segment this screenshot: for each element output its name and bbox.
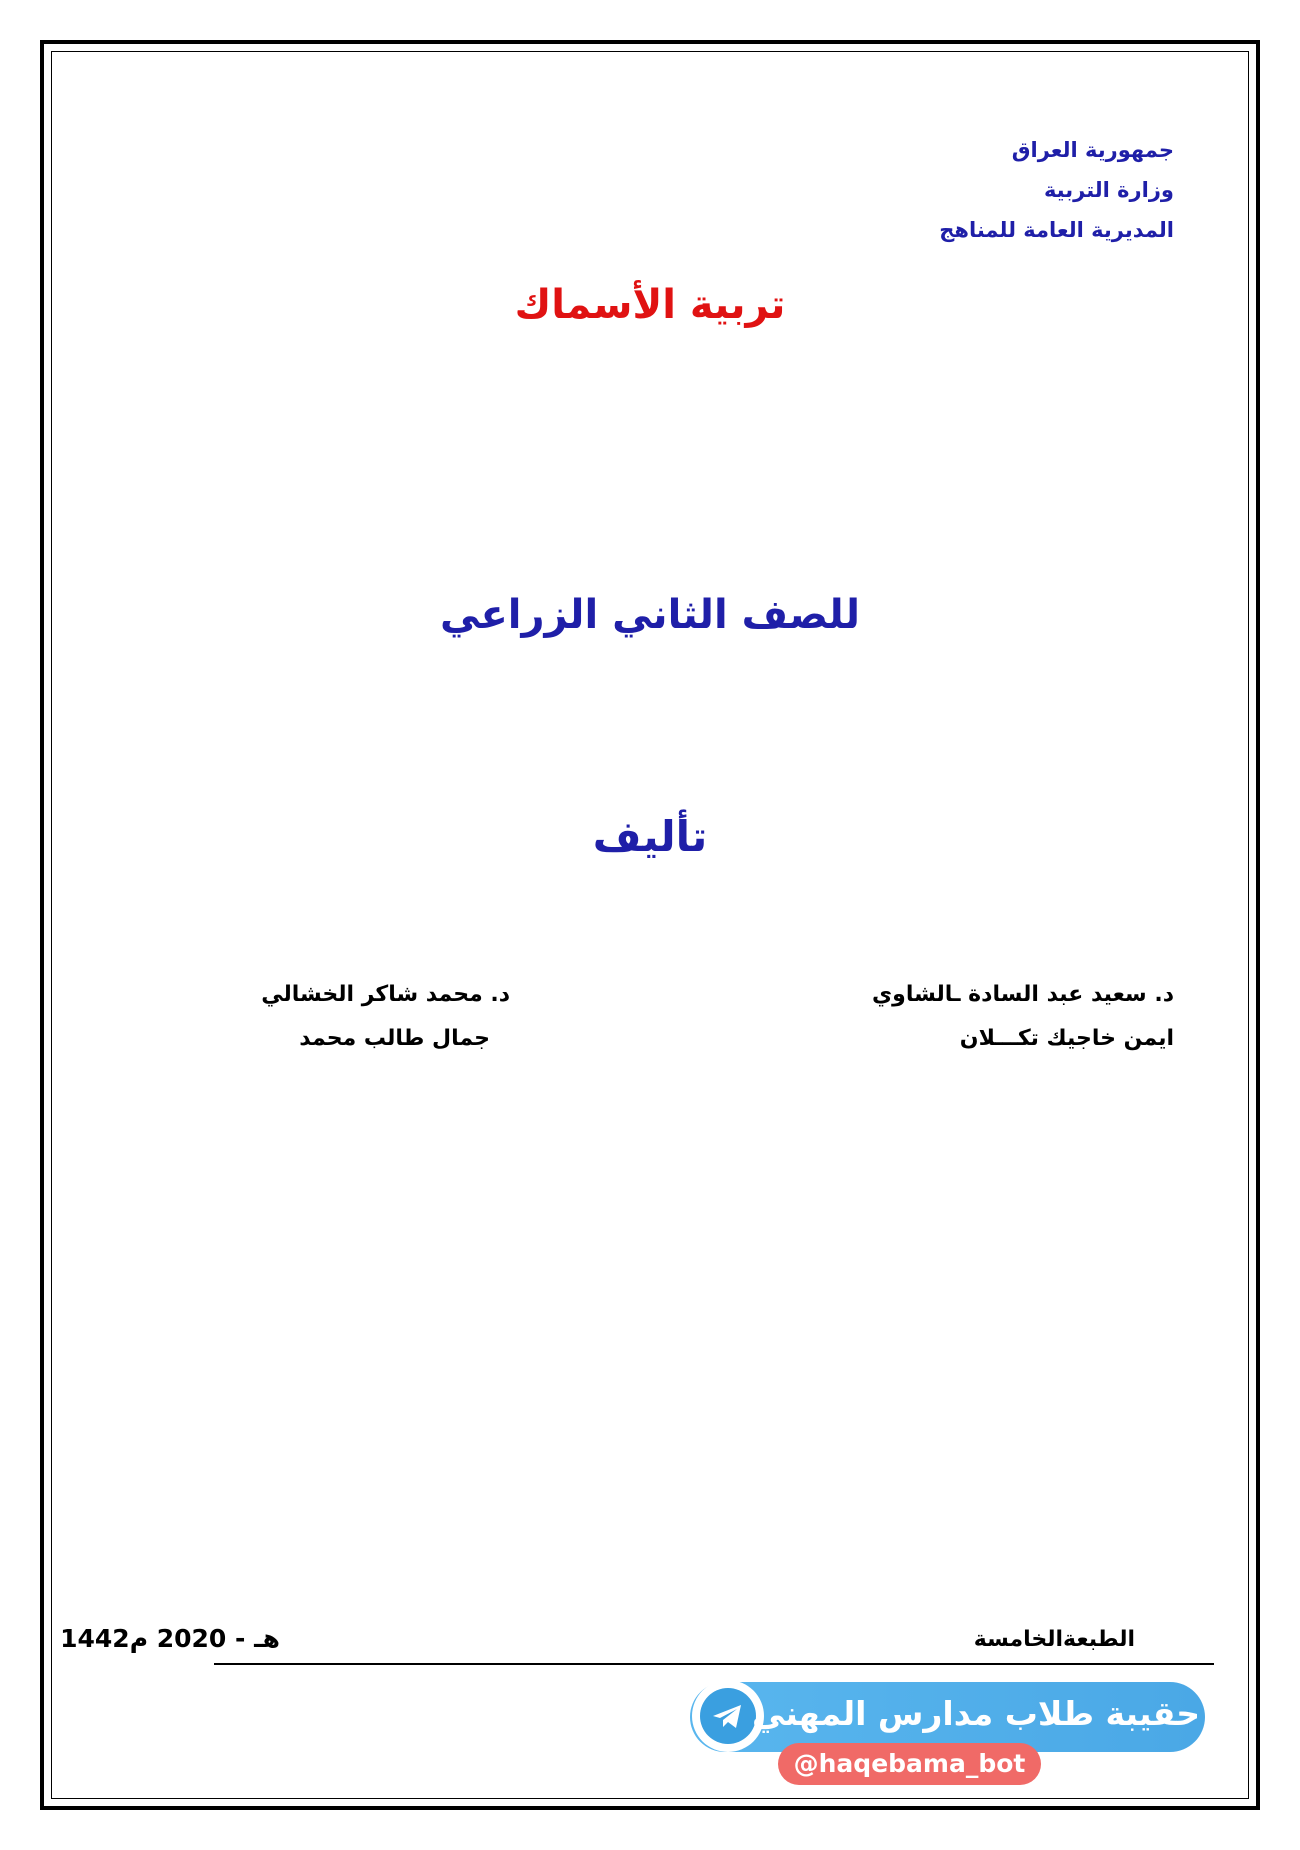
authorship-heading: تأليف [592,812,708,861]
book-title: تربية الأسماك [514,282,786,328]
channel-name: حقيبة طلاب مدارس المهني [751,1694,1200,1733]
edition-label: الطبعةالخامسة [973,1627,1135,1652]
author-name: جمال طالب محمد [299,1026,490,1051]
telegram-icon [700,1688,756,1744]
author-name: د. محمد شاكر الخشالي [261,982,510,1007]
footer-rule [214,1663,1214,1665]
author-name: د. سعيد عبد السادة ـالشاوي [872,982,1174,1007]
grade-subtitle: للصف الثاني الزراعي [440,592,860,638]
header-ministry: وزارة التربية [1043,178,1174,202]
bot-handle[interactable]: @haqebama_bot [778,1743,1041,1785]
header-republic: جمهورية العراق [1011,138,1174,162]
author-name: ايمن خاجيك تكـــلان [959,1026,1174,1051]
header-directorate: المديرية العامة للمناهج [939,218,1174,242]
publication-year: 1442هـ - 2020 م [60,1624,280,1653]
